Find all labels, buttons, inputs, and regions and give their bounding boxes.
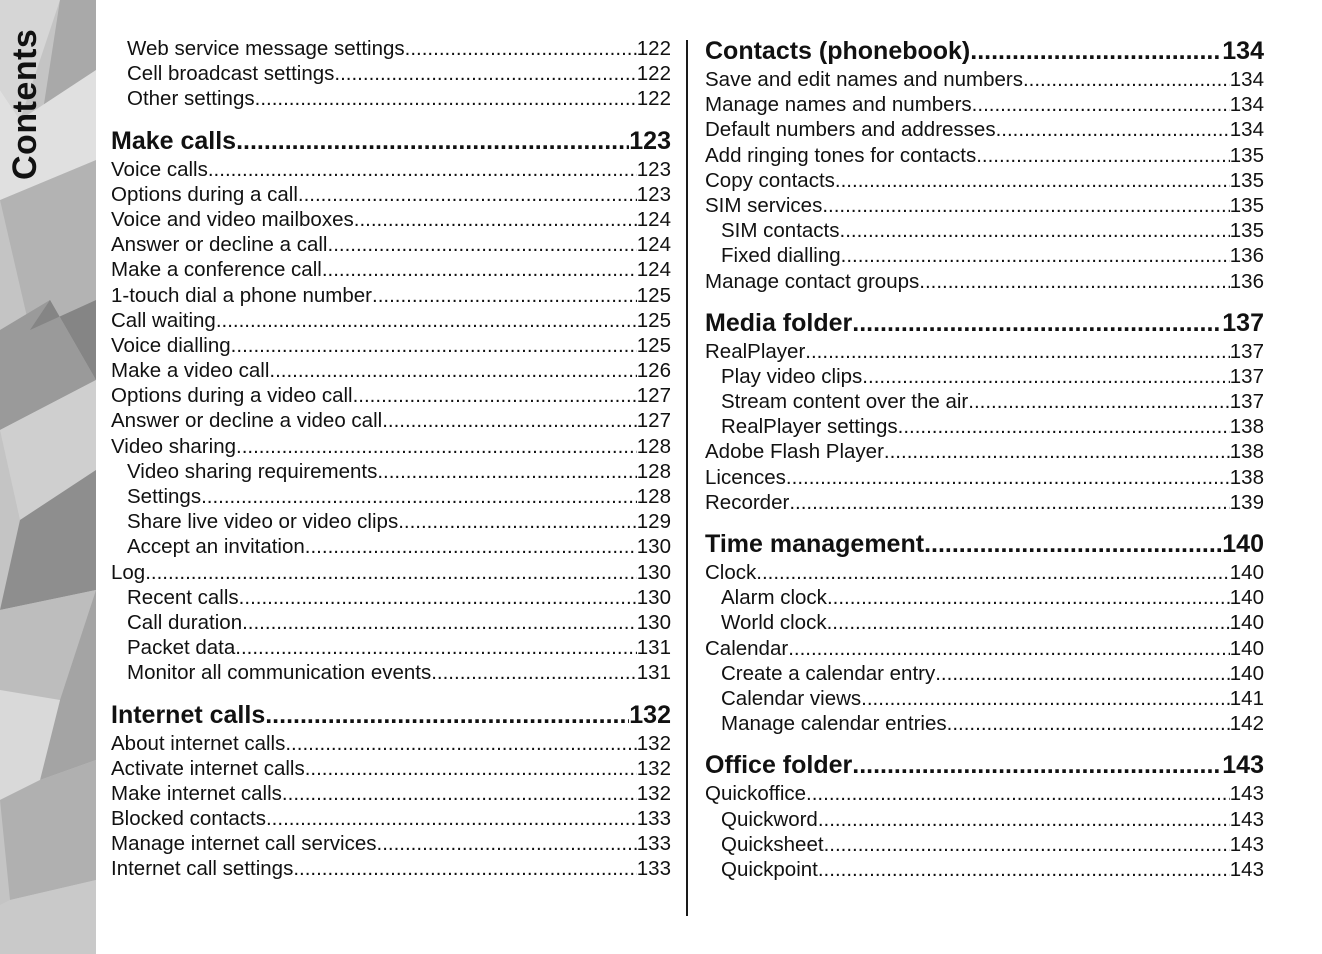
toc-dot-leader xyxy=(827,610,1230,635)
toc-dot-leader xyxy=(235,635,637,660)
toc-entry-title: Clock xyxy=(705,561,757,584)
toc-entry-title: Options during a video call xyxy=(111,384,353,408)
toc-page-number: 130 xyxy=(636,610,671,634)
toc-dot-leader xyxy=(255,86,637,111)
toc-entry-title: Make a conference call xyxy=(111,258,322,282)
toc-page-number: 124 xyxy=(636,207,671,231)
toc-dot-leader xyxy=(328,232,637,257)
toc-entry-title: Settings xyxy=(127,485,202,508)
toc-page-number: 136 xyxy=(1229,269,1264,293)
toc-dot-leader xyxy=(353,383,637,408)
toc-entry-title: Create a calendar entry xyxy=(721,661,936,685)
toc-dot-leader xyxy=(216,308,637,333)
toc-dot-leader xyxy=(231,333,637,358)
toc-subentry[interactable] xyxy=(705,661,1264,686)
toc-entry-title: Call waiting xyxy=(111,308,216,332)
toc-page-number: 123 xyxy=(636,157,671,181)
toc-entry-title: Licences xyxy=(705,465,786,489)
toc-dot-leader xyxy=(822,193,1229,218)
toc-page-number: 140 xyxy=(1229,586,1264,610)
toc-subentry[interactable] xyxy=(111,459,671,484)
toc-entry-title: Office folder xyxy=(705,751,853,780)
toc-page-number: 135 xyxy=(1229,219,1264,243)
toc-entry-title: Web service message settings xyxy=(127,37,405,60)
toc-entry-title: Options during a call xyxy=(111,182,298,206)
toc-dot-leader xyxy=(431,660,637,685)
toc-entry[interactable] xyxy=(705,465,1264,490)
toc-page-number: 143 xyxy=(1229,832,1264,856)
toc-page-number: 140 xyxy=(1229,636,1264,660)
toc-entry[interactable] xyxy=(111,308,671,333)
toc-dot-leader xyxy=(334,61,636,86)
toc-subentry[interactable] xyxy=(705,585,1264,610)
toc-entry-title: Quickword xyxy=(721,807,818,831)
toc-page-number: 137 xyxy=(1229,364,1264,388)
toc-dot-leader xyxy=(898,414,1230,439)
toc-dot-leader xyxy=(840,218,1230,243)
toc-dot-leader xyxy=(924,529,1222,560)
toc-entry-title: Other settings xyxy=(127,87,255,111)
toc-entry-title: Make internet calls xyxy=(111,781,282,805)
toc-dot-leader xyxy=(756,560,1230,585)
toc-entry-title: 1-touch dial a phone number xyxy=(111,283,372,307)
toc-dot-leader xyxy=(377,831,637,856)
toc-entry-title: Quicksheet xyxy=(721,832,824,856)
toc-page-number: 137 xyxy=(1222,308,1264,337)
toc-subentry[interactable] xyxy=(705,711,1264,736)
toc-entry-title: Recent calls xyxy=(127,585,239,609)
toc-entry-title: Alarm clock xyxy=(721,586,827,610)
toc-entry[interactable] xyxy=(705,560,1264,585)
toc-page-number: 125 xyxy=(636,308,671,332)
toc-entry[interactable] xyxy=(111,283,671,308)
toc-dot-leader xyxy=(1023,67,1230,92)
toc-page-number: 133 xyxy=(636,832,671,856)
toc-subentry[interactable] xyxy=(111,509,671,534)
toc-dot-leader xyxy=(818,807,1230,832)
toc-subentry[interactable] xyxy=(111,36,671,61)
toc-dot-leader xyxy=(827,585,1230,610)
toc-dot-leader xyxy=(976,143,1230,168)
toc-left-column xyxy=(111,36,671,882)
toc-entry-title: World clock xyxy=(721,611,827,635)
toc-page-number: 138 xyxy=(1229,415,1264,439)
toc-page-number: 131 xyxy=(636,636,671,660)
toc-dot-leader xyxy=(398,509,637,534)
toc-page-number: 133 xyxy=(636,857,671,881)
toc-entry-title: Manage calendar entries xyxy=(721,712,947,736)
toc-entry[interactable] xyxy=(705,92,1264,117)
toc-dot-leader xyxy=(970,36,1222,67)
toc-entry-title: Internet call settings xyxy=(111,857,294,881)
toc-page-number: 134 xyxy=(1229,68,1264,91)
toc-page-number: 129 xyxy=(636,510,671,534)
toc-dot-leader xyxy=(852,308,1222,339)
column-divider xyxy=(686,40,688,916)
toc-dot-leader xyxy=(382,408,637,433)
toc-dot-leader xyxy=(789,490,1229,515)
toc-entry[interactable] xyxy=(705,490,1264,515)
toc-entry-title: Share live video or video clips xyxy=(127,510,399,534)
toc-subentry[interactable] xyxy=(705,857,1264,882)
toc-dot-leader xyxy=(861,686,1230,711)
toc-entry-title: Play video clips xyxy=(721,364,863,388)
toc-page-number: 132 xyxy=(636,781,671,805)
toc-page-number: 143 xyxy=(1229,857,1264,881)
toc-entry[interactable] xyxy=(111,560,671,585)
toc-dot-leader xyxy=(805,339,1230,364)
toc-page-number: 125 xyxy=(636,283,671,307)
toc-page-number: 140 xyxy=(1229,561,1264,584)
toc-entry[interactable] xyxy=(111,207,671,232)
toc-page-number: 140 xyxy=(1222,530,1264,558)
toc-entry[interactable] xyxy=(705,117,1264,142)
toc-entry[interactable] xyxy=(111,434,671,459)
side-decorative-band xyxy=(0,0,96,954)
toc-dot-leader xyxy=(835,168,1230,193)
toc-entry-title: Make calls xyxy=(111,126,237,155)
toc-entry-title: Recorder xyxy=(705,490,790,514)
toc-entry[interactable] xyxy=(111,781,671,806)
toc-entry-title: About internet calls xyxy=(111,731,286,755)
toc-chapter-heading[interactable] xyxy=(705,750,1264,781)
toc-entry-title: Media folder xyxy=(705,308,853,337)
toc-entry[interactable] xyxy=(705,67,1264,92)
toc-entry[interactable] xyxy=(111,806,671,831)
toc-entry[interactable] xyxy=(705,339,1264,364)
toc-dot-leader xyxy=(372,283,637,308)
toc-entry[interactable] xyxy=(705,269,1264,294)
toc-entry-title: Manage internet call services xyxy=(111,832,377,856)
toc-subentry[interactable] xyxy=(705,610,1264,635)
toc-subentry[interactable] xyxy=(705,364,1264,389)
toc-page-number: 123 xyxy=(636,182,671,206)
toc-entry-title: Video sharing xyxy=(111,434,236,458)
toc-dot-leader xyxy=(972,92,1230,117)
toc-page-number: 128 xyxy=(636,485,671,508)
toc-dot-leader xyxy=(285,731,636,756)
toc-dot-leader xyxy=(305,756,637,781)
toc-dot-leader xyxy=(266,806,637,831)
toc-dot-leader xyxy=(852,750,1222,781)
toc-entry-title: RealPlayer xyxy=(705,339,806,363)
toc-dot-leader xyxy=(293,856,636,881)
toc-dot-leader xyxy=(947,711,1230,736)
toc-page-number: 137 xyxy=(1229,390,1264,414)
toc-entry-title: Quickpoint xyxy=(721,857,818,881)
toc-dot-leader xyxy=(862,364,1229,389)
toc-dot-leader xyxy=(919,269,1230,294)
toc-page-number: 143 xyxy=(1229,782,1264,806)
toc-page-number: 127 xyxy=(636,384,671,408)
toc-entry-title: Manage contact groups xyxy=(705,269,920,293)
toc-chapter-heading[interactable] xyxy=(705,36,1264,67)
toc-subentry[interactable] xyxy=(111,86,671,111)
toc-entry[interactable] xyxy=(705,168,1264,193)
toc-entry[interactable] xyxy=(111,856,671,881)
toc-entry-title: Log xyxy=(111,560,146,584)
toc-entry[interactable] xyxy=(111,333,671,358)
toc-entry[interactable] xyxy=(705,143,1264,168)
toc-page-number: 122 xyxy=(636,87,671,111)
toc-chapter-heading[interactable] xyxy=(111,700,671,731)
toc-right-column xyxy=(705,36,1264,882)
toc-entry-title: Cell broadcast settings xyxy=(127,62,335,86)
toc-chapter-heading[interactable] xyxy=(705,529,1264,560)
toc-page-number: 127 xyxy=(636,409,671,433)
toc-entry[interactable] xyxy=(111,756,671,781)
toc-chapter-heading[interactable] xyxy=(705,308,1264,339)
toc-page-number: 130 xyxy=(636,535,671,559)
toc-subentry[interactable] xyxy=(111,484,671,509)
toc-entry-title: Make a video call xyxy=(111,359,270,383)
toc-entry-title: Save and edit names and numbers xyxy=(705,68,1023,91)
toc-dot-leader xyxy=(818,857,1230,882)
toc-page-number: 134 xyxy=(1229,118,1264,142)
toc-page-number: 132 xyxy=(636,731,671,755)
toc-page-number: 128 xyxy=(636,459,671,483)
toc-dot-leader xyxy=(322,257,637,282)
toc-entry-title: Manage names and numbers xyxy=(705,93,972,117)
toc-entry-title: Time management xyxy=(705,530,925,558)
toc-subentry[interactable] xyxy=(705,686,1264,711)
toc-dot-leader xyxy=(282,781,637,806)
toc-subentry[interactable] xyxy=(111,660,671,685)
toc-chapter-heading[interactable] xyxy=(111,126,671,157)
toc-page-number: 141 xyxy=(1229,686,1264,710)
toc-entry-title: Calendar xyxy=(705,636,789,660)
toc-entry-title: Adobe Flash Player xyxy=(705,440,884,464)
toc-page-number: 135 xyxy=(1229,193,1264,217)
toc-entry[interactable] xyxy=(111,358,671,383)
toc-page-number: 130 xyxy=(636,560,671,584)
toc-subentry[interactable] xyxy=(111,585,671,610)
toc-entry-title: Default numbers and addresses xyxy=(705,118,996,142)
toc-entry-title: Blocked contacts xyxy=(111,807,266,831)
toc-entry-title: Video sharing requirements xyxy=(127,459,378,483)
toc-page-number: 135 xyxy=(1229,143,1264,167)
section-title-vertical: Contents xyxy=(6,28,44,180)
toc-subentry[interactable] xyxy=(705,832,1264,857)
toc-entry-title: Quickoffice xyxy=(705,782,807,806)
toc-dot-leader xyxy=(884,439,1230,464)
toc-dot-leader xyxy=(786,465,1230,490)
toc-entry-title: Activate internet calls xyxy=(111,756,305,780)
toc-page-number: 123 xyxy=(629,126,671,155)
toc-entry[interactable] xyxy=(705,781,1264,806)
toc-subentry[interactable] xyxy=(705,243,1264,268)
toc-dot-leader xyxy=(239,585,637,610)
toc-entry[interactable] xyxy=(705,636,1264,661)
toc-page-number: 138 xyxy=(1229,465,1264,489)
toc-entry-title: Stream content over the air xyxy=(721,390,969,414)
toc-page-number: 140 xyxy=(1229,611,1264,635)
toc-dot-leader xyxy=(265,700,629,731)
toc-entry-title: Fixed dialling xyxy=(721,244,841,268)
toc-entry-title: Voice calls xyxy=(111,157,208,181)
toc-page-number: 132 xyxy=(636,756,671,780)
toc-page-number: 143 xyxy=(1222,751,1264,780)
toc-entry[interactable] xyxy=(111,383,671,408)
toc-subentry[interactable] xyxy=(111,610,671,635)
toc-page-number: 128 xyxy=(636,434,671,458)
toc-subentry[interactable] xyxy=(705,807,1264,832)
toc-page-number: 140 xyxy=(1229,661,1264,685)
toc-entry-title: Answer or decline a call xyxy=(111,233,328,257)
toc-entry-title: SIM contacts xyxy=(721,219,840,243)
toc-entry-title: Answer or decline a video call xyxy=(111,409,383,433)
toc-dot-leader xyxy=(269,358,636,383)
toc-dot-leader xyxy=(405,36,637,61)
toc-page-number: 124 xyxy=(636,258,671,282)
toc-subentry[interactable] xyxy=(111,61,671,86)
toc-entry[interactable] xyxy=(705,193,1264,218)
toc-page-number: 124 xyxy=(636,233,671,257)
toc-dot-leader xyxy=(305,534,637,559)
toc-subentry[interactable] xyxy=(705,414,1264,439)
toc-entry-title: Packet data xyxy=(127,636,236,660)
toc-page-number: 131 xyxy=(636,661,671,685)
toc-page-number: 125 xyxy=(636,333,671,357)
toc-page-number: 126 xyxy=(636,359,671,383)
toc-entry-title: RealPlayer settings xyxy=(721,415,898,439)
toc-dot-leader xyxy=(841,243,1230,268)
toc-dot-leader xyxy=(935,661,1230,686)
toc-page-number: 139 xyxy=(1229,490,1264,514)
toc-entry[interactable] xyxy=(705,439,1264,464)
toc-page-number: 122 xyxy=(636,62,671,86)
toc-entry[interactable] xyxy=(111,257,671,282)
toc-page-number: 138 xyxy=(1229,440,1264,464)
toc-dot-leader xyxy=(236,126,629,157)
toc-entry-title: Call duration xyxy=(127,610,243,634)
toc-page-number: 143 xyxy=(1229,807,1264,831)
toc-entry-title: Contacts (phonebook) xyxy=(705,37,971,65)
toc-entry[interactable] xyxy=(111,731,671,756)
toc-dot-leader xyxy=(236,434,637,459)
toc-page-number: 122 xyxy=(636,37,671,60)
toc-dot-leader xyxy=(354,207,637,232)
toc-dot-leader xyxy=(298,182,637,207)
toc-dot-leader xyxy=(996,117,1230,142)
toc-dot-leader xyxy=(145,560,637,585)
toc-entry-title: Add ringing tones for contacts xyxy=(705,143,977,167)
toc-entry-title: Voice dialling xyxy=(111,333,231,357)
toc-entry[interactable] xyxy=(111,408,671,433)
toc-entry[interactable] xyxy=(111,182,671,207)
toc-dot-leader xyxy=(788,636,1230,661)
toc-page-number: 134 xyxy=(1229,93,1264,117)
toc-subentry[interactable] xyxy=(111,635,671,660)
toc-subentry[interactable] xyxy=(705,218,1264,243)
toc-page-number: 135 xyxy=(1229,168,1264,192)
toc-dot-leader xyxy=(201,484,637,509)
toc-entry[interactable] xyxy=(111,157,671,182)
toc-page-number: 142 xyxy=(1229,712,1264,736)
toc-dot-leader xyxy=(377,459,636,484)
toc-entry-title: SIM services xyxy=(705,193,823,217)
toc-page-number: 137 xyxy=(1229,339,1264,363)
toc-entry[interactable] xyxy=(111,232,671,257)
toc-subentry[interactable] xyxy=(705,389,1264,414)
toc-dot-leader xyxy=(806,781,1230,806)
toc-entry-title: Accept an invitation xyxy=(127,535,305,559)
toc-dot-leader xyxy=(208,157,637,182)
toc-entry[interactable] xyxy=(111,831,671,856)
toc-subentry[interactable] xyxy=(111,534,671,559)
toc-dot-leader xyxy=(968,389,1230,414)
toc-entry-title: Monitor all communication events xyxy=(127,661,432,685)
toc-page-number: 136 xyxy=(1229,244,1264,268)
toc-entry-title: Voice and video mailboxes xyxy=(111,207,354,231)
toc-page-number: 134 xyxy=(1222,37,1264,65)
toc-dot-leader xyxy=(242,610,637,635)
toc-entry-title: Internet calls xyxy=(111,700,266,729)
toc-entry-title: Calendar views xyxy=(721,686,862,710)
toc-page-number: 133 xyxy=(636,807,671,831)
toc-dot-leader xyxy=(824,832,1230,857)
toc-entry-title: Copy contacts xyxy=(705,168,835,192)
toc-page-number: 132 xyxy=(629,700,671,729)
toc-page-number: 130 xyxy=(636,585,671,609)
